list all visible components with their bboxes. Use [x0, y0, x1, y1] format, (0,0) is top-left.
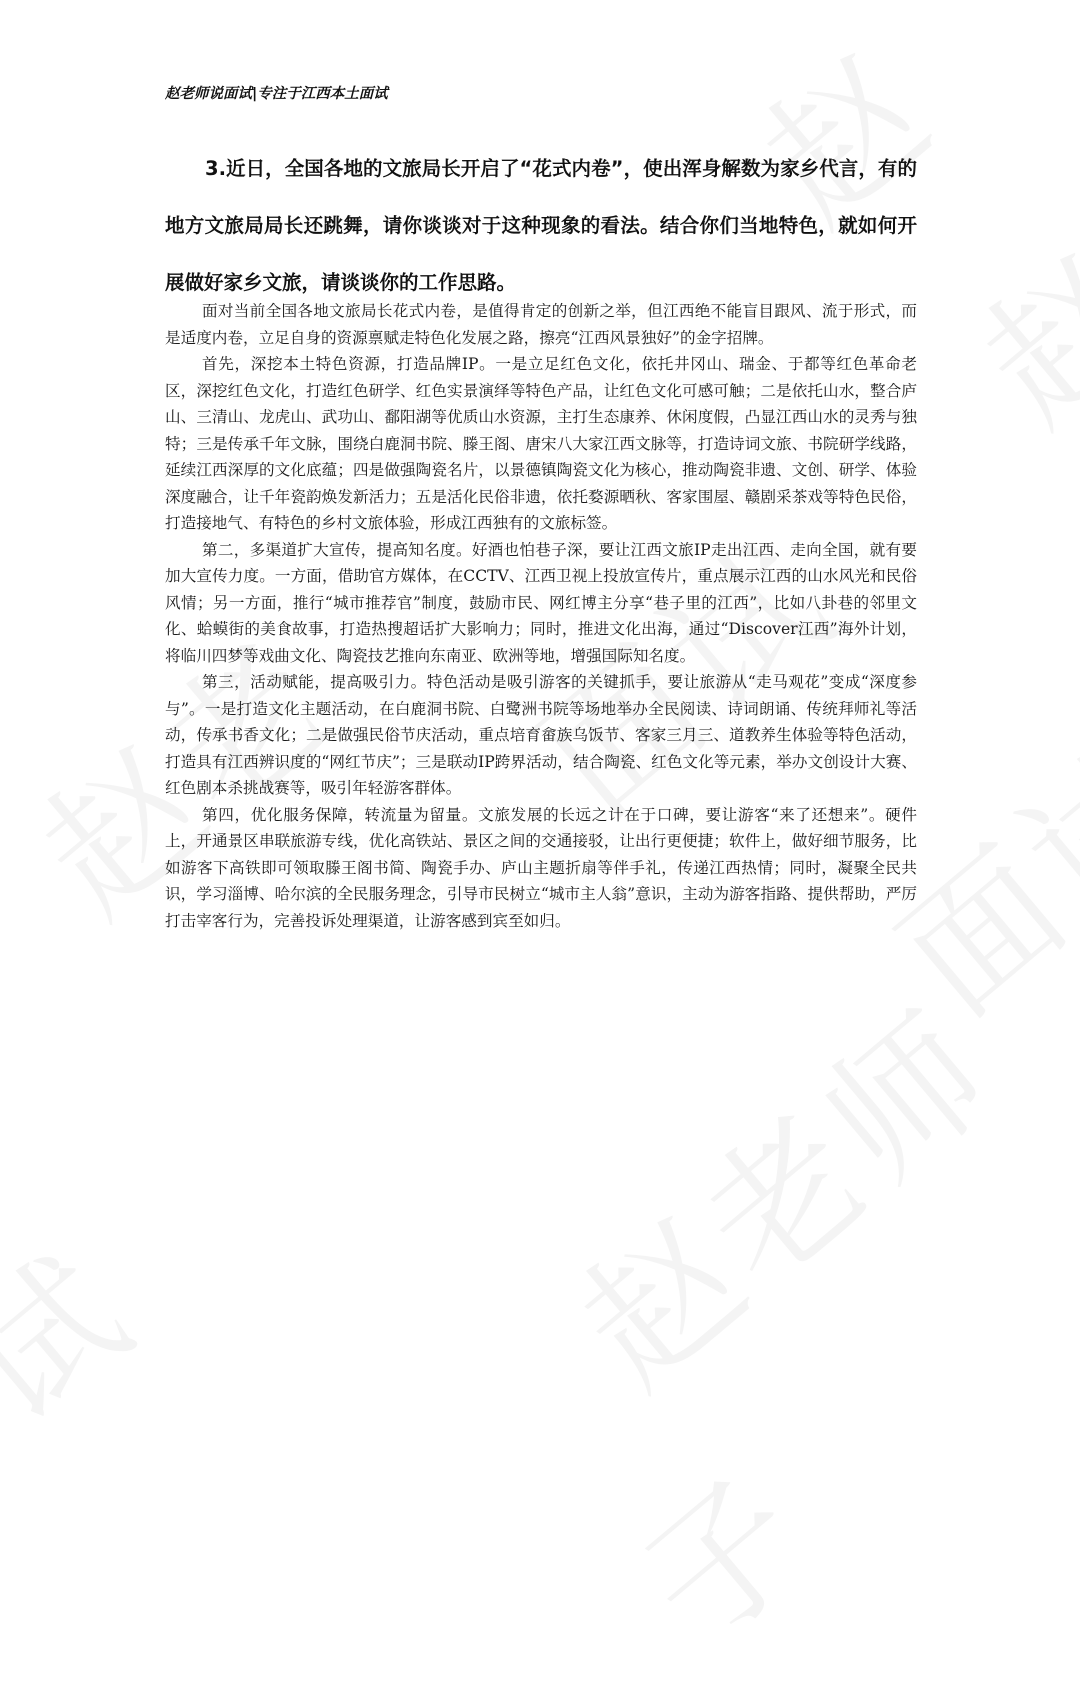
answer-paragraph: 第二，多渠道扩大宣传，提高知名度。好酒也怕巷子深，要让江西文旅IP走出江西、走向全国，就有要加大宣传力度。一方面，借助官方媒体，在CCTV、江西卫视上投放宣传片，重点展示江西的山水风光和民俗风情；另一方面，推行“城市推荐官”制度，鼓励市民、网红博主分享“巷子里的江西”，比如八卦巷的邻里文化、蛤蟆街的美食故事，打造热搜超话扩大影响力；同时，推进文化出海，通过“Discover江西”海外计划，将临川四梦等戏曲文化、陶瓷技艺推向东南亚、欧洲等地，增强国际知名度。 [165, 540, 917, 665]
answer-paragraph: 首先，深挖本土特色资源，打造品牌IP。一是立足红色文化，依托井冈山、瑞金、于都等红色革命老区，深挖红色文化，打造红色研学、红色实景演绎等特色产品，让红色文化可感可触；二是依托山水，整合庐山、三清山、龙虎山、武功山、鄱阳湖等优质山水资源，主打生态康养、休闲度假，凸显江西山水的灵秀与独特；三是传承千年文脉，围绕白鹿洞书院、滕王阁、唐宋八大家江西文脉等，打造诗词文旅、书院研学线路，延续江西深厚的文化底蕴；四是做强陶瓷名片，以景德镇陶瓷文化为核心，推动陶瓷非遗、文创、研学、体验深度融合，让千年瓷韵焕发新活力；五是活化民俗非遗，依托婺源晒秋、客家围屋、赣剧采茶戏等特色民俗，打造接地气、有特色的乡村文旅体验，形成江西独有的文旅标签。 [165, 355, 917, 532]
question-heading: 3.近日，全国各地的文旅局长开启了“花式内卷”，使出浑身解数为家乡代言，有的地方文旅局局长还跳舞，请你谈谈对于这种现象的看法。结合你们当地特色，就如何开展做好家乡文旅，请谈谈你的工作思路。 [165, 157, 917, 294]
answer-body [165, 298, 917, 934]
answer-paragraph: 第四，优化服务保障，转流量为留量。文旅发展的长远之计在于口碑，要让游客“来了还想来”。硬件上，开通景区串联旅游专线，优化高铁站、景区之间的交通接驳，让出行更便捷；软件上，做好细节服务，比如游客下高铁即可领取滕王阁书简、陶瓷手办、庐山主题折扇等伴手礼，传递江西热情；同时，凝聚全民共识，学习淄博、哈尔滨的全民服务理念，引导市民树立“城市主人翁”意识，主动为游客指路、提供帮助，严厉打击宰客行为，完善投诉处理渠道，让游客感到宾至如归。 [165, 805, 917, 930]
watermark-glyph [0, 1194, 171, 1462]
page-header: 赵老师说面试|专注于江西本土面试 [165, 86, 388, 102]
watermark-glyph [929, 194, 1080, 462]
answer-paragraph: 面对当前全国各地文旅局长花式内卷，是值得肯定的创新之举，但江西绝不能盲目跟风、流于形式，而是适度内卷，立足自身的资源禀赋走特色化发展之路，擦亮“江西风景独好”的金字招牌。 [165, 302, 917, 347]
watermark-glyph [527, 951, 1034, 1425]
answer-paragraph: 第三，活动赋能，提高吸引力。特色活动是吸引游客的关键抓手，要让旅游从“走马观花”变成“深度参与”。一是打造文化主题活动，在白鹿洞书院、白鹭洲书院等场地举办全民阅读、诗词朗诵、传统拜师礼等活动，传承书香文化；二是做强民俗节庆活动，重点培育畲族乌饭节、客家三月三、道教养生体验等特色活动，打造具有江西辨识度的“网红节庆”；三是联动IP跨界活动，结合陶瓷、红色文化等元素，举办文创设计大赛、红色剧本杀挑战赛等，吸引年轻游客群体。 [165, 673, 917, 797]
watermark-glyph [589, 1414, 850, 1682]
